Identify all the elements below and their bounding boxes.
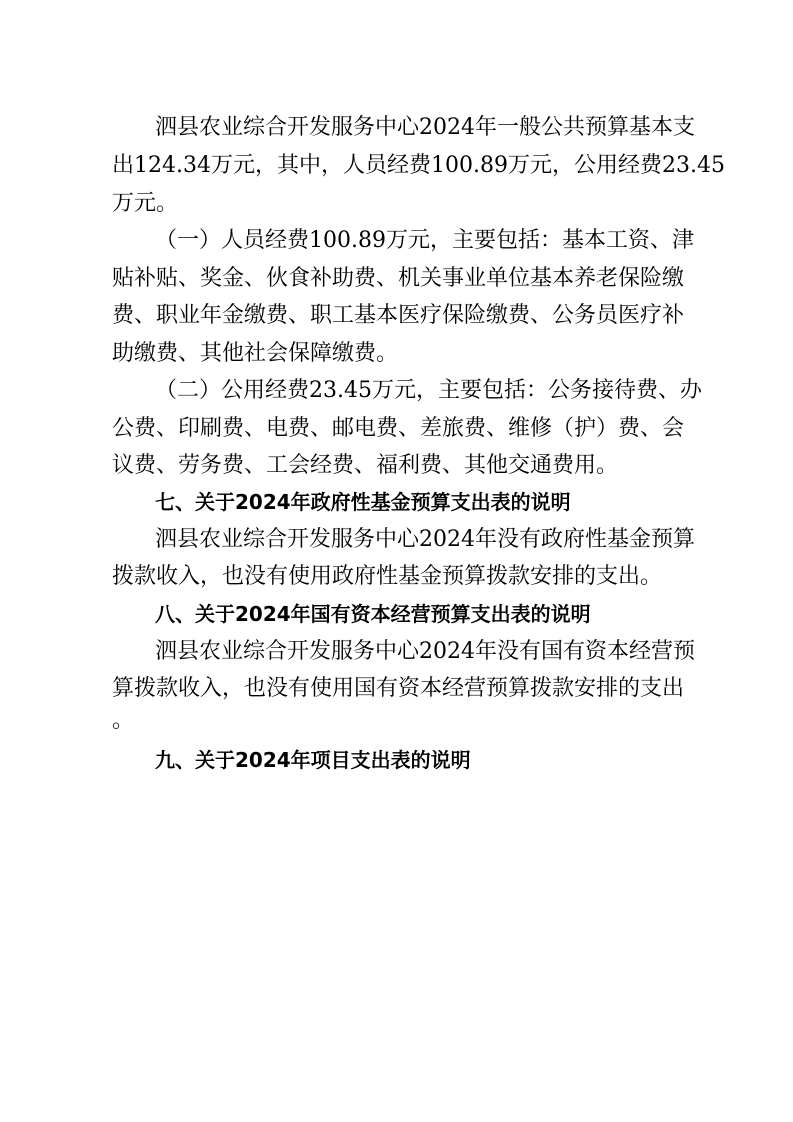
paragraph-gov-fund-line-2: 拨款收入，也没有使用政府性基金预算拨款安排的支出。 — [112, 564, 663, 589]
paragraph-state-capital-line-3: 。 — [112, 708, 135, 733]
paragraph-personnel-line-4: 助缴费、其他社会保障缴费。 — [112, 341, 399, 366]
paragraph-personnel-line-2: 贴补贴、奖金、伙食补助费、机关事业单位基本养老保险缴 — [112, 266, 685, 291]
paragraph-basic-expense-line-2: 出124.34万元，其中，人员经费100.89万元，公用经费23.45 — [112, 153, 725, 178]
paragraph-basic-expense-line-3: 万元。 — [112, 191, 179, 216]
paragraph-personnel-line-1: （一）人员经费100.89万元，主要包括：基本工资、津 — [155, 228, 694, 253]
paragraph-gov-fund-line-1: 泗县农业综合开发服务中心2024年没有政府性基金预算 — [155, 527, 695, 552]
section-heading-8: 八、关于2024年国有资本经营预算支出表的说明 — [155, 602, 591, 626]
paragraph-public-line-3: 议费、劳务费、工会经费、福利费、其他交通费用。 — [112, 453, 619, 478]
paragraph-public-line-1: （二）公用经费23.45万元，主要包括：公务接待费、办 — [155, 378, 702, 403]
paragraph-personnel-line-3: 费、职业年金缴费、职工基本医疗保险缴费、公务员医疗补 — [112, 303, 685, 328]
paragraph-public-line-2: 公费、印刷费、电费、邮电费、差旅费、维修（护）费、会 — [112, 416, 685, 441]
section-heading-7: 七、关于2024年政府性基金预算支出表的说明 — [155, 490, 571, 514]
paragraph-state-capital-line-2: 算拨款收入，也没有使用国有资本经营预算拨款安排的支出 — [112, 676, 685, 701]
paragraph-basic-expense-line-1: 泗县农业综合开发服务中心2024年一般公共预算基本支 — [155, 115, 695, 140]
section-heading-9: 九、关于2024年项目支出表的说明 — [155, 748, 471, 772]
paragraph-state-capital-line-1: 泗县农业综合开发服务中心2024年没有国有资本经营预 — [155, 639, 695, 664]
